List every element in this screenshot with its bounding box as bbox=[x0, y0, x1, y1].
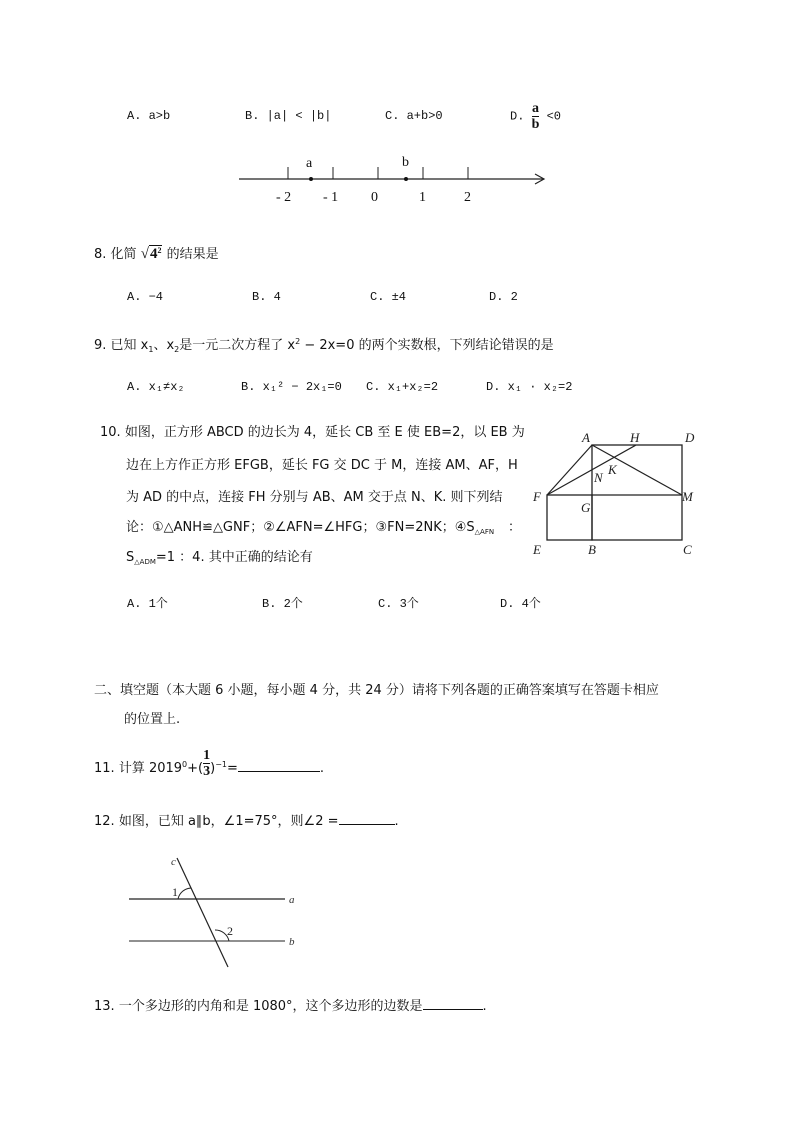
q8-option-d bbox=[489, 290, 518, 304]
svg-text:G: G bbox=[581, 500, 591, 515]
superscript: 2 bbox=[295, 337, 301, 346]
superscript: 0 bbox=[182, 760, 188, 769]
answer-blank[interactable] bbox=[238, 760, 320, 772]
answer-blank[interactable] bbox=[423, 998, 483, 1010]
exponent: 2 bbox=[157, 246, 162, 255]
fraction-a-over-b bbox=[532, 102, 540, 131]
q8-stem bbox=[94, 243, 219, 263]
tick-label: 2 bbox=[464, 190, 471, 205]
q7-option-c bbox=[385, 109, 443, 123]
option-letter: B. bbox=[262, 597, 277, 611]
q7-option-a bbox=[127, 109, 170, 123]
point-b-label: b bbox=[402, 155, 409, 170]
question-number: 12. bbox=[94, 814, 115, 829]
option-text: 4 bbox=[273, 290, 281, 304]
question-number: 10. bbox=[100, 425, 121, 440]
option-text: |a| < |b| bbox=[266, 109, 332, 123]
q11-stem bbox=[94, 748, 325, 779]
svg-text:a: a bbox=[289, 894, 295, 906]
stem-text: 已知 x bbox=[110, 338, 149, 353]
svg-text:C: C bbox=[683, 542, 692, 557]
option-letter: C. bbox=[385, 109, 400, 123]
option-text: a+b>0 bbox=[406, 109, 443, 123]
option-letter: A. bbox=[127, 290, 142, 304]
stem-text: . bbox=[319, 761, 325, 776]
section-heading: 二、填空题（本大题 6 小题，每小题 4 分，共 24 分）请将下列各题的正确答案填写在答题卡相应 bbox=[94, 683, 659, 698]
svg-text:E: E bbox=[533, 542, 541, 557]
q9-option-c bbox=[366, 380, 438, 394]
q10-line-4 bbox=[126, 520, 494, 540]
tick-label: - 1 bbox=[323, 190, 339, 205]
q10-line-1 bbox=[100, 425, 525, 441]
q8-option-b bbox=[252, 290, 281, 304]
stem-text: 一个多边形的内角和是 1080°，这个多边形的边数是 bbox=[118, 999, 423, 1014]
q7-option-b bbox=[245, 109, 331, 123]
option-text: 1个 bbox=[148, 597, 168, 611]
option-text: x₁² − 2x₁=0 bbox=[262, 380, 342, 394]
stem-text: 化简 bbox=[110, 247, 137, 262]
option-letter: A. bbox=[127, 380, 142, 394]
option-letter: C. bbox=[370, 290, 385, 304]
q10-option-b bbox=[262, 594, 303, 611]
q10-line-2: 边在上方作正方形 EFGB，延长 FG 交 DC 于 M，连接 AM、AF，H bbox=[126, 458, 518, 473]
q8-option-a bbox=[127, 290, 163, 304]
svg-text:N: N bbox=[594, 470, 603, 485]
stem-text: = bbox=[226, 761, 238, 776]
q9-option-d bbox=[486, 380, 572, 394]
option-letter: D. bbox=[489, 290, 504, 304]
denominator: 3 bbox=[203, 764, 211, 779]
option-text: −4 bbox=[148, 290, 164, 304]
option-letter: C. bbox=[366, 380, 381, 394]
question-number: 11. bbox=[94, 761, 115, 776]
subscript: 2 bbox=[174, 345, 180, 354]
option-text: 2个 bbox=[283, 597, 303, 611]
svg-text:1: 1 bbox=[172, 885, 178, 899]
option-letter: D. bbox=[500, 597, 515, 611]
stem-text: 是一元二次方程了 x bbox=[179, 338, 296, 353]
option-text: a>b bbox=[148, 109, 171, 123]
q10-line-5 bbox=[126, 550, 313, 570]
area-symbol: S bbox=[126, 550, 135, 565]
stem-text: 的结果是 bbox=[166, 247, 219, 262]
stem-text: 、x bbox=[153, 338, 175, 353]
svg-text:D: D bbox=[685, 430, 695, 445]
denominator: b bbox=[531, 117, 540, 132]
stem-text: . bbox=[394, 814, 399, 829]
option-text: 3个 bbox=[399, 597, 419, 611]
stem-text: − 2x=0 的两个实数根，下列结论错误的是 bbox=[300, 338, 554, 353]
tick-label: - 2 bbox=[276, 190, 292, 205]
question-number: 13. bbox=[94, 999, 115, 1014]
q10-option-d bbox=[500, 594, 541, 611]
subscript: 1 bbox=[148, 345, 154, 354]
q9-option-b bbox=[241, 380, 342, 394]
subscript: △AFN bbox=[474, 528, 495, 536]
ratio-colon: ： bbox=[508, 520, 522, 535]
svg-text:A: A bbox=[582, 430, 590, 445]
option-text: <0 bbox=[546, 109, 562, 124]
option-text: x₁≠x₂ bbox=[148, 380, 185, 394]
option-text: x₁ · x₂=2 bbox=[507, 380, 573, 394]
option-letter: C. bbox=[378, 597, 393, 611]
option-letter: B. bbox=[252, 290, 267, 304]
svg-text:F: F bbox=[533, 489, 541, 504]
numerator: a bbox=[532, 101, 539, 116]
stem-text: ) bbox=[210, 761, 216, 776]
svg-text:b: b bbox=[289, 936, 295, 948]
q10-geometry-figure bbox=[525, 420, 705, 565]
superscript: −1 bbox=[215, 760, 227, 769]
option-letter: A. bbox=[127, 597, 142, 611]
radicand: 4 bbox=[149, 246, 158, 262]
q8-option-c bbox=[370, 290, 406, 304]
option-letter: B. bbox=[241, 380, 256, 394]
numerator: 1 bbox=[203, 748, 211, 763]
sqrt-expression: $√4^2$ bbox=[140, 246, 162, 262]
option-letter: D. bbox=[486, 380, 501, 394]
tick-label: 1 bbox=[419, 190, 426, 205]
option-letter: B. bbox=[245, 109, 260, 123]
svg-text:B: B bbox=[588, 542, 596, 557]
stem-text: 如图，已知 a∥b，∠1=75°，则∠2 = bbox=[118, 814, 339, 829]
stem-text: 如图，正方形 ABCD 的边长为 4，延长 CB 至 E 使 EB=2，以 EB 为 bbox=[124, 425, 525, 440]
q10-option-a bbox=[127, 594, 168, 611]
option-text: x₁+x₂=2 bbox=[387, 380, 439, 394]
q10-option-c bbox=[378, 594, 419, 611]
stem-text: =1 ：4. 其中正确的结论有 bbox=[155, 550, 313, 565]
svg-text:2: 2 bbox=[227, 924, 233, 938]
option-letter: A. bbox=[127, 109, 142, 123]
tick-label: 0 bbox=[371, 190, 378, 205]
q7-option-d bbox=[510, 102, 561, 131]
stem-text: 计算 2019 bbox=[118, 761, 183, 776]
stem-text: . bbox=[482, 999, 487, 1014]
option-letter: D. bbox=[510, 109, 525, 124]
q13-stem bbox=[94, 998, 487, 1015]
subscript: △ADM bbox=[134, 558, 156, 566]
q9-stem bbox=[94, 334, 554, 358]
question-number: 9. bbox=[94, 338, 107, 353]
answer-blank[interactable] bbox=[339, 813, 395, 825]
q12-parallel-lines-figure bbox=[115, 850, 315, 975]
svg-text:M: M bbox=[682, 489, 693, 504]
svg-text:K: K bbox=[608, 462, 617, 477]
section-heading-cont: 的位置上. bbox=[124, 712, 181, 727]
svg-text:c: c bbox=[171, 856, 176, 868]
point-a-label: a bbox=[306, 156, 313, 171]
option-text: 4个 bbox=[521, 597, 541, 611]
stem-text: +( bbox=[187, 761, 204, 776]
q12-stem bbox=[94, 813, 399, 830]
svg-text:H: H bbox=[630, 430, 640, 445]
q9-option-a bbox=[127, 380, 185, 394]
option-text: 2 bbox=[510, 290, 518, 304]
stem-text: 论：①△ANH≌△GNF；②∠AFN=∠HFG；③FN=2NK；④S bbox=[126, 520, 475, 535]
option-text: ±4 bbox=[391, 290, 407, 304]
question-number: 8. bbox=[94, 247, 107, 262]
q10-line-3: 为 AD 的中点，连接 FH 分别与 AB、AM 交于点 N、K. 则下列结 bbox=[126, 490, 503, 505]
